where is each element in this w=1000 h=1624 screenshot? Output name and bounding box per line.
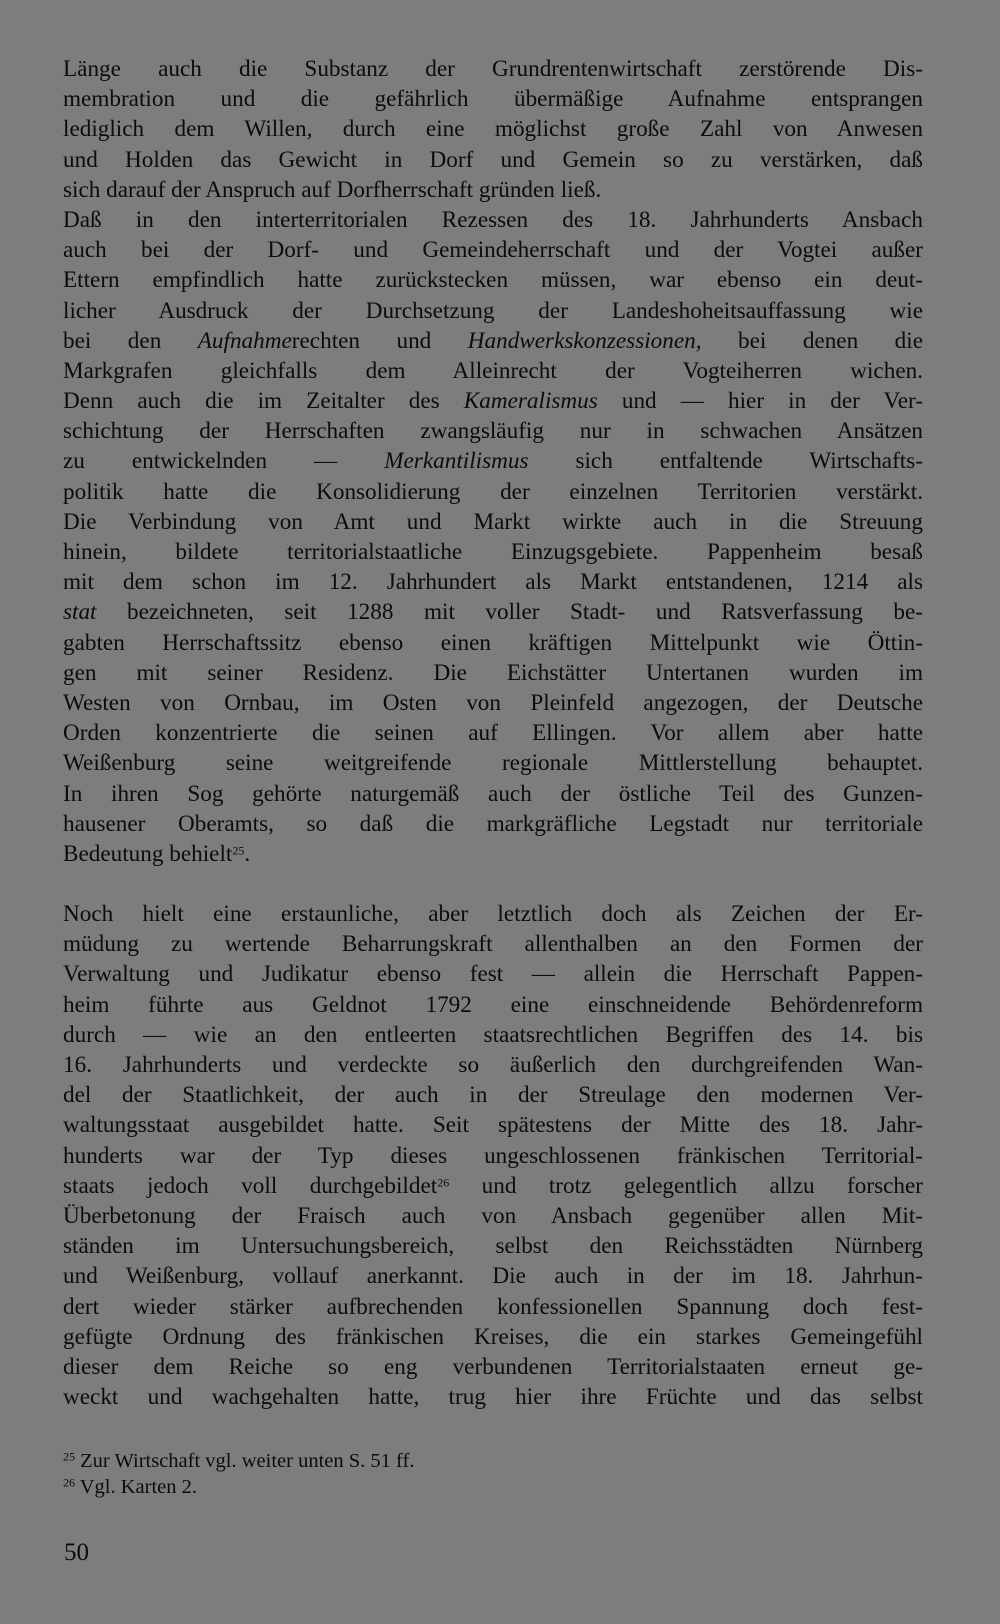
text-line: ständen im Untersuchungsbereich, selbst den Reichsstädten Nürnberg [63,1233,923,1260]
text-line: hinein, bildete territorialstaatliche Einzugsgebiete. Pappenheim besaß [63,539,923,565]
text-line: mit dem schon im 12. Jahrhundert als Markt entstandenen, 1214 als [63,569,923,596]
footnote-text: Zur Wirtschaft vgl. weiter unten S. 51 ff. [75,1450,415,1472]
text-line [63,1171,923,1201]
text-line: auch bei der Dorf- und Gemeindeherrschaft und der Vogtei außer [63,237,923,264]
text-line: und Holden das Gewicht in Dorf und Gemein so zu verstärken, daß [63,146,923,173]
text-line: Westen von Ornbau, im Osten von Pleinfeld angezogen, der Deutsche [63,689,923,716]
italic-term: Kameralismus [463,388,598,415]
text-line: Ettern empfindlich hatte zurückstecken müssen, war ebenso ein deut- [63,267,923,294]
text-line: und Weißenburg, vollauf anerkannt. Die auch in der im 18. Jahrhun- [63,1263,923,1290]
text-line [63,386,923,416]
text-line: Orden konzentrierte die seinen auf Ellingen. Vor allem aber hatte [63,720,923,747]
footnote-ref[interactable]: 26 [437,1175,450,1190]
text-span: . [244,840,251,867]
text-line: membration und die gefährlich übermäßige Aufnahme entsprangen [63,86,923,113]
text-line: müdung zu wertende Beharrungskraft allenthalben an den Formen der [63,931,923,958]
text-span: bei denen die [701,327,923,354]
text-line: licher Ausdruck der Durchsetzung der Landeshoheitsauffassung wie [63,297,923,324]
text-line [63,597,923,627]
footnote-text: Vgl. Karten 2. [75,1476,198,1498]
text-span: zu entwickelnden — [63,448,385,475]
text-line: Noch hielt eine erstaunliche, aber letztlich doch als Zeichen der Er- [63,901,923,928]
text-span: und trotz gelegentlich allzu forscher [449,1172,923,1199]
text-span: bei den [63,327,198,354]
text-line: gabten Herrschaftssitz ebenso einen kräftigen Mittelpunkt wie Öttin- [63,629,923,656]
text-line: gefügte Ordnung des fränkischen Kreises, die ein starkes Gemeingefühl [63,1323,923,1350]
text-line: Länge auch die Substanz der Grundrentenwirtschaft zerstörende Dis- [63,56,923,82]
paragraph-1 [63,54,923,869]
text-line: lediglich dem Willen, durch eine möglichst große Zahl von Anwesen [63,116,923,143]
text-line: dieser dem Reiche so eng verbundenen Territorialstaaten erneut ge- [63,1353,923,1380]
text-line: Verwaltung und Judikatur ebenso fest — allein die Herrschaft Pappen- [63,961,923,988]
text-line: durch — wie an den entleerten staatsrechtlichen Begriffen des 14. bis [63,1021,923,1048]
text-line: Daß in den interterritorialen Rezessen des 18. Jahrhunderts Ansbach [63,206,923,233]
italic-term: Handwerkskonzessionen, [467,327,702,354]
text-line: hausener Oberamts, so daß die markgräfliche Legstadt nur territoriale [63,810,923,837]
text-span: Bedeutung behielt [63,840,233,867]
text-line: Die Verbindung von Amt und Markt wirkte auch in die Streuung [63,508,923,535]
text-line [63,326,923,356]
footnote [63,1448,763,1474]
footnotes [63,1448,763,1500]
text-span: Denn auch die im Zeitalter des [63,388,464,415]
text-line: del der Staatlichkeit, der auch in der Streulage den modernen Ver- [63,1082,923,1109]
text-line: dert wieder stärker aufbrechenden konfessionellen Spannung doch fest- [63,1293,923,1320]
page-body [63,54,923,1412]
text-line: sich darauf der Anspruch auf Dorfherrschaft gründen ließ. [63,176,602,203]
text-line: weckt und wachgehalten hatte, trug hier ihre Früchte und das selbst [63,1384,923,1411]
footnote-number: 25 [63,1449,75,1464]
footnote-ref[interactable]: 25 [232,843,245,858]
text-line: In ihren Sog gehörte naturgemäß auch der östliche Teil des Gunzen- [63,780,923,807]
text-span: rechten und [291,327,468,354]
text-line: waltungsstaat ausgebildet hatte. Seit spätestens der Mitte des 18. Jahr- [63,1112,923,1139]
text-line: politik hatte die Konsolidierung der einzelnen Territorien verstärkt. [63,478,923,505]
text-line: Überbetonung der Fraisch auch von Ansbach gegenüber allen Mit- [63,1202,923,1229]
text-line: schichtung der Herrschaften zwangsläufig nur in schwachen Ansätzen [63,418,923,445]
text-line: hunderts war der Typ dieses ungeschlossenen fränkischen Territorial- [63,1142,923,1169]
paragraph-2 [63,899,923,1412]
text-line: 16. Jahrhunderts und verdeckte so äußerlich den durchgreifenden Wan- [63,1052,923,1078]
text-line: Markgrafen gleichfalls dem Alleinrecht der Vogteiherren wichen. [63,357,923,384]
page-number: 50 [64,1539,89,1566]
text-line: heim führte aus Geldnot 1792 eine einschneidende Behördenreform [63,991,923,1018]
text-line: gen mit seiner Residenz. Die Eichstätter Untertanen wurden im [63,659,923,686]
text-span: und — hier in der Ver- [597,388,923,415]
italic-term: stat [63,599,97,626]
footnote [63,1474,763,1500]
text-span: staats jedoch voll durchgebildet [63,1172,438,1199]
text-span: sich entfaltende Wirtschafts- [528,448,923,475]
italic-term: Merkantilismus [384,448,529,475]
italic-term: Aufnahme [197,327,292,354]
text-line: Weißenburg seine weitgreifende regionale Mittlerstellung behauptet. [63,750,923,777]
text-line [63,446,923,476]
footnote-number: 26 [63,1475,75,1490]
text-line [63,839,923,869]
text-span: bezeichneten, seit 1288 mit voller Stadt- und Ratsverfassung be- [96,599,923,626]
